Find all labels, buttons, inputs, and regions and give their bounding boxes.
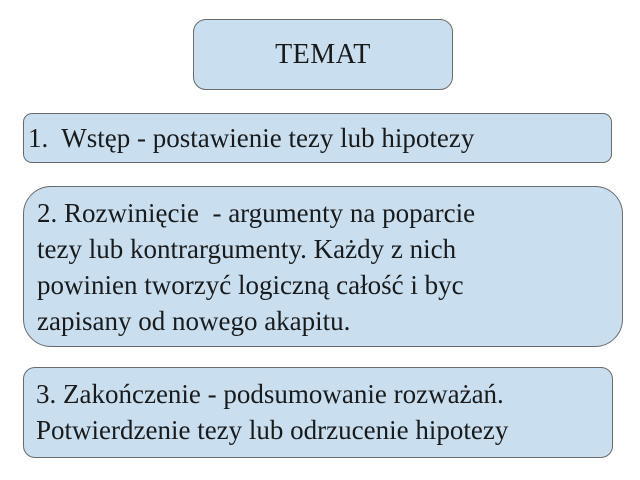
step-2-line-2: tezy lub kontrargumenty. Każdy z nich bbox=[37, 234, 457, 264]
step-2-line-3: powinien tworzyć logiczną całość i byc bbox=[37, 270, 464, 300]
step-1-box bbox=[23, 113, 612, 163]
title-box bbox=[193, 19, 453, 90]
step-3-line-2: Potwierdzenie tezy lub odrzucenie hipotezy bbox=[36, 415, 509, 445]
step-2-box bbox=[23, 186, 623, 347]
step-3-box bbox=[23, 367, 613, 458]
title-text: TEMAT bbox=[275, 38, 371, 70]
step-2-line-1: 2. Rozwinięcie - argumenty na poparcie bbox=[37, 198, 476, 228]
step-2-line-4: zapisany od nowego akapitu. bbox=[37, 306, 351, 336]
step-3-line-1: 3. Zakończenie - podsumowanie rozważań. bbox=[36, 379, 504, 409]
step-1-line-1: 1. Wstęp - postawienie tezy lub hipotezy bbox=[28, 123, 475, 153]
